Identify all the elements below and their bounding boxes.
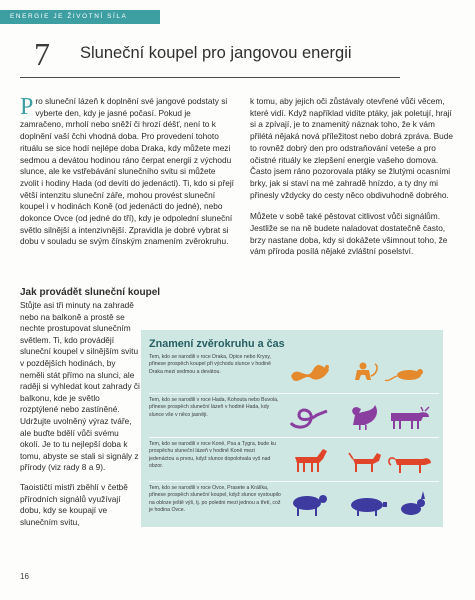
- paragraph: Stůjte asi tři minuty na zahradě nebo na balkoně a prostě se nechte prostupovat slunečním světlem. Ti, kdo provádějí sluneční koupel v silnějším svitu v pozdějších hodinách, by neměli stát přímo na slunci, ale raději si vyhledat kout zahrady či balkonu, kde je světlo rozptýlené nebo zastíněné. Udržujte uvolněný výraz tváře, ale buďte bdělí vůči svému okolí. Je to tu nejlepší doba k tomu, abyste se stali si signály z přírody (viz rady 8 a 9).: [20, 300, 140, 473]
- row-divider: [149, 481, 439, 482]
- snake-icon: [291, 410, 327, 427]
- zodiac-row-text: Tem, kdo se narodili v roce Draka, Opice nebo Krysy, přinese prospěch koupel při východu slunce v hodině Draka mezi sedmou a devátou.: [149, 354, 271, 375]
- rat-icon: [385, 369, 423, 381]
- intro-text: ro sluneční lázeň k doplnění své jangové podstaty si vyberte den, kdy je jasné počasí. Pokud je zamračeno, mrholí nebo sněží či hrozí déšť, není to k doplnění vaší čchi vhodná doba. Pro provedení tohoto rituálu se sice hodí nejlépe doba Draka, kdy můžete mezi sedmou a devátou hodinou ráno čerpat energii z východu slunce, ale ke vstřebávání slunečního svitu si můžete zvolit i hodiny Hada (od devíti do jedenácti). Ti, kdo si přejí větší intenzitu sluneční záře, mohou provést sluneční koupel i v hodinách Koně (od jedenácti do jedné), nebo dokonce Ovce (od jedné do tří), kdy je odpolední sluneční světlo silnější a intenzivnější. Zpravidla je dobré vybrat si dobu v souladu se svým čínským znamením zvěrokruhu.: [20, 96, 234, 247]
- sheep-icon: [293, 495, 327, 516]
- rooster-icon: [352, 405, 377, 430]
- drop-cap: P: [20, 94, 34, 120]
- zodiac-icons: [287, 401, 437, 431]
- dog-icon: [349, 453, 381, 472]
- page-number: 16: [20, 572, 29, 581]
- row-divider: [149, 437, 439, 438]
- left-lower-column: [20, 300, 140, 536]
- row-divider: [149, 393, 439, 394]
- pig-icon: [351, 498, 387, 516]
- zodiac-row-text: Tem, kdo se narodili v roce Koně, Psa a Tygra, bude ku prospěchu sluneční lázeň v hodině Koně mezi jedenáctou a prvou, když slunce dopolotvala vyš nad obzor.: [149, 441, 277, 470]
- zodiac-row-snake-hour: [149, 397, 439, 433]
- title-rule: [20, 77, 400, 78]
- section-subheading: Jak provádět sluneční koupel: [20, 287, 161, 298]
- zodiac-box-title: Znamení zvěrokruhu a čas: [149, 338, 285, 350]
- chapter-number: 7: [34, 36, 50, 72]
- horse-icon: [295, 449, 327, 472]
- zodiac-row-horse-hour: [149, 441, 439, 477]
- zodiac-row-dragon-hour: [149, 354, 439, 390]
- zodiac-row-sheep-hour: [149, 485, 439, 525]
- ox-icon: [391, 407, 429, 429]
- left-column: [20, 96, 235, 258]
- zodiac-icons: [287, 489, 437, 519]
- running-head: ENERGIE JE ŽIVOTNÍ SÍLA: [0, 10, 160, 24]
- zodiac-row-text: Tem, kdo se narodili v roce Hada, Kohouta nebo Buvola, přinese prospěch sluneční lázeň v hodině Hada, kdy slunce vše v něco jasněji.: [149, 397, 279, 418]
- tiger-icon: [389, 458, 431, 473]
- monkey-icon: [355, 363, 377, 381]
- zodiac-row-text: Tem, kdo se narodili v roce Ovce, Prasete a Králíka, přinese prospěch sluneční koupel, když slunce vystoupilo na obloze ještě výš, tj. po poledni mezi jednou a třetí, což je hodina Ovce.: [149, 485, 281, 514]
- chapter-title: Sluneční koupel pro jangovou energii: [80, 44, 352, 62]
- rabbit-icon: [401, 491, 425, 515]
- zodiac-sidebar-box: [141, 330, 443, 527]
- intro-paragraph: [20, 96, 235, 248]
- paragraph: Taoističtí mistři zběhlí v četbě přírodních signálů využívají dobu, kdy se koupají ve slunečním svitu,: [20, 481, 128, 527]
- right-column: [250, 96, 455, 268]
- paragraph: k tomu, aby jejich oči zůstávaly otevřené vůči věcem, které vidí. Když například vidíte ptáky, jak poletují, hrají si a zpívají, je to znamenitý náznak toho, že k vám přilétá nějaká nová příležitost nebo dobrá zpráva. Bude to rovněž dobrý den pro odstraňování veteše a pro očistné rituály ke zlepšení energie vašeho domova. Často jsem ráno pozorovala ptáky se žlutými ocasními brky, jak si staví na mé zahradě hnízdo, a ty dny mi přinesly vždycky do cesty něco obdivuhodně dobrého.: [250, 96, 453, 200]
- zodiac-icons: [287, 358, 437, 388]
- paragraph: Můžete v sobě také pěstovat citlivost vůči signálům. Jestliže se na ně budete naladovat dostatečně často, brzy nastane doba, kdy si dokážete všimnout toho, že vám příroda posílá nějaké zvláštní poselství.: [250, 211, 448, 257]
- dragon-icon: [291, 365, 329, 381]
- zodiac-icons: [287, 445, 437, 475]
